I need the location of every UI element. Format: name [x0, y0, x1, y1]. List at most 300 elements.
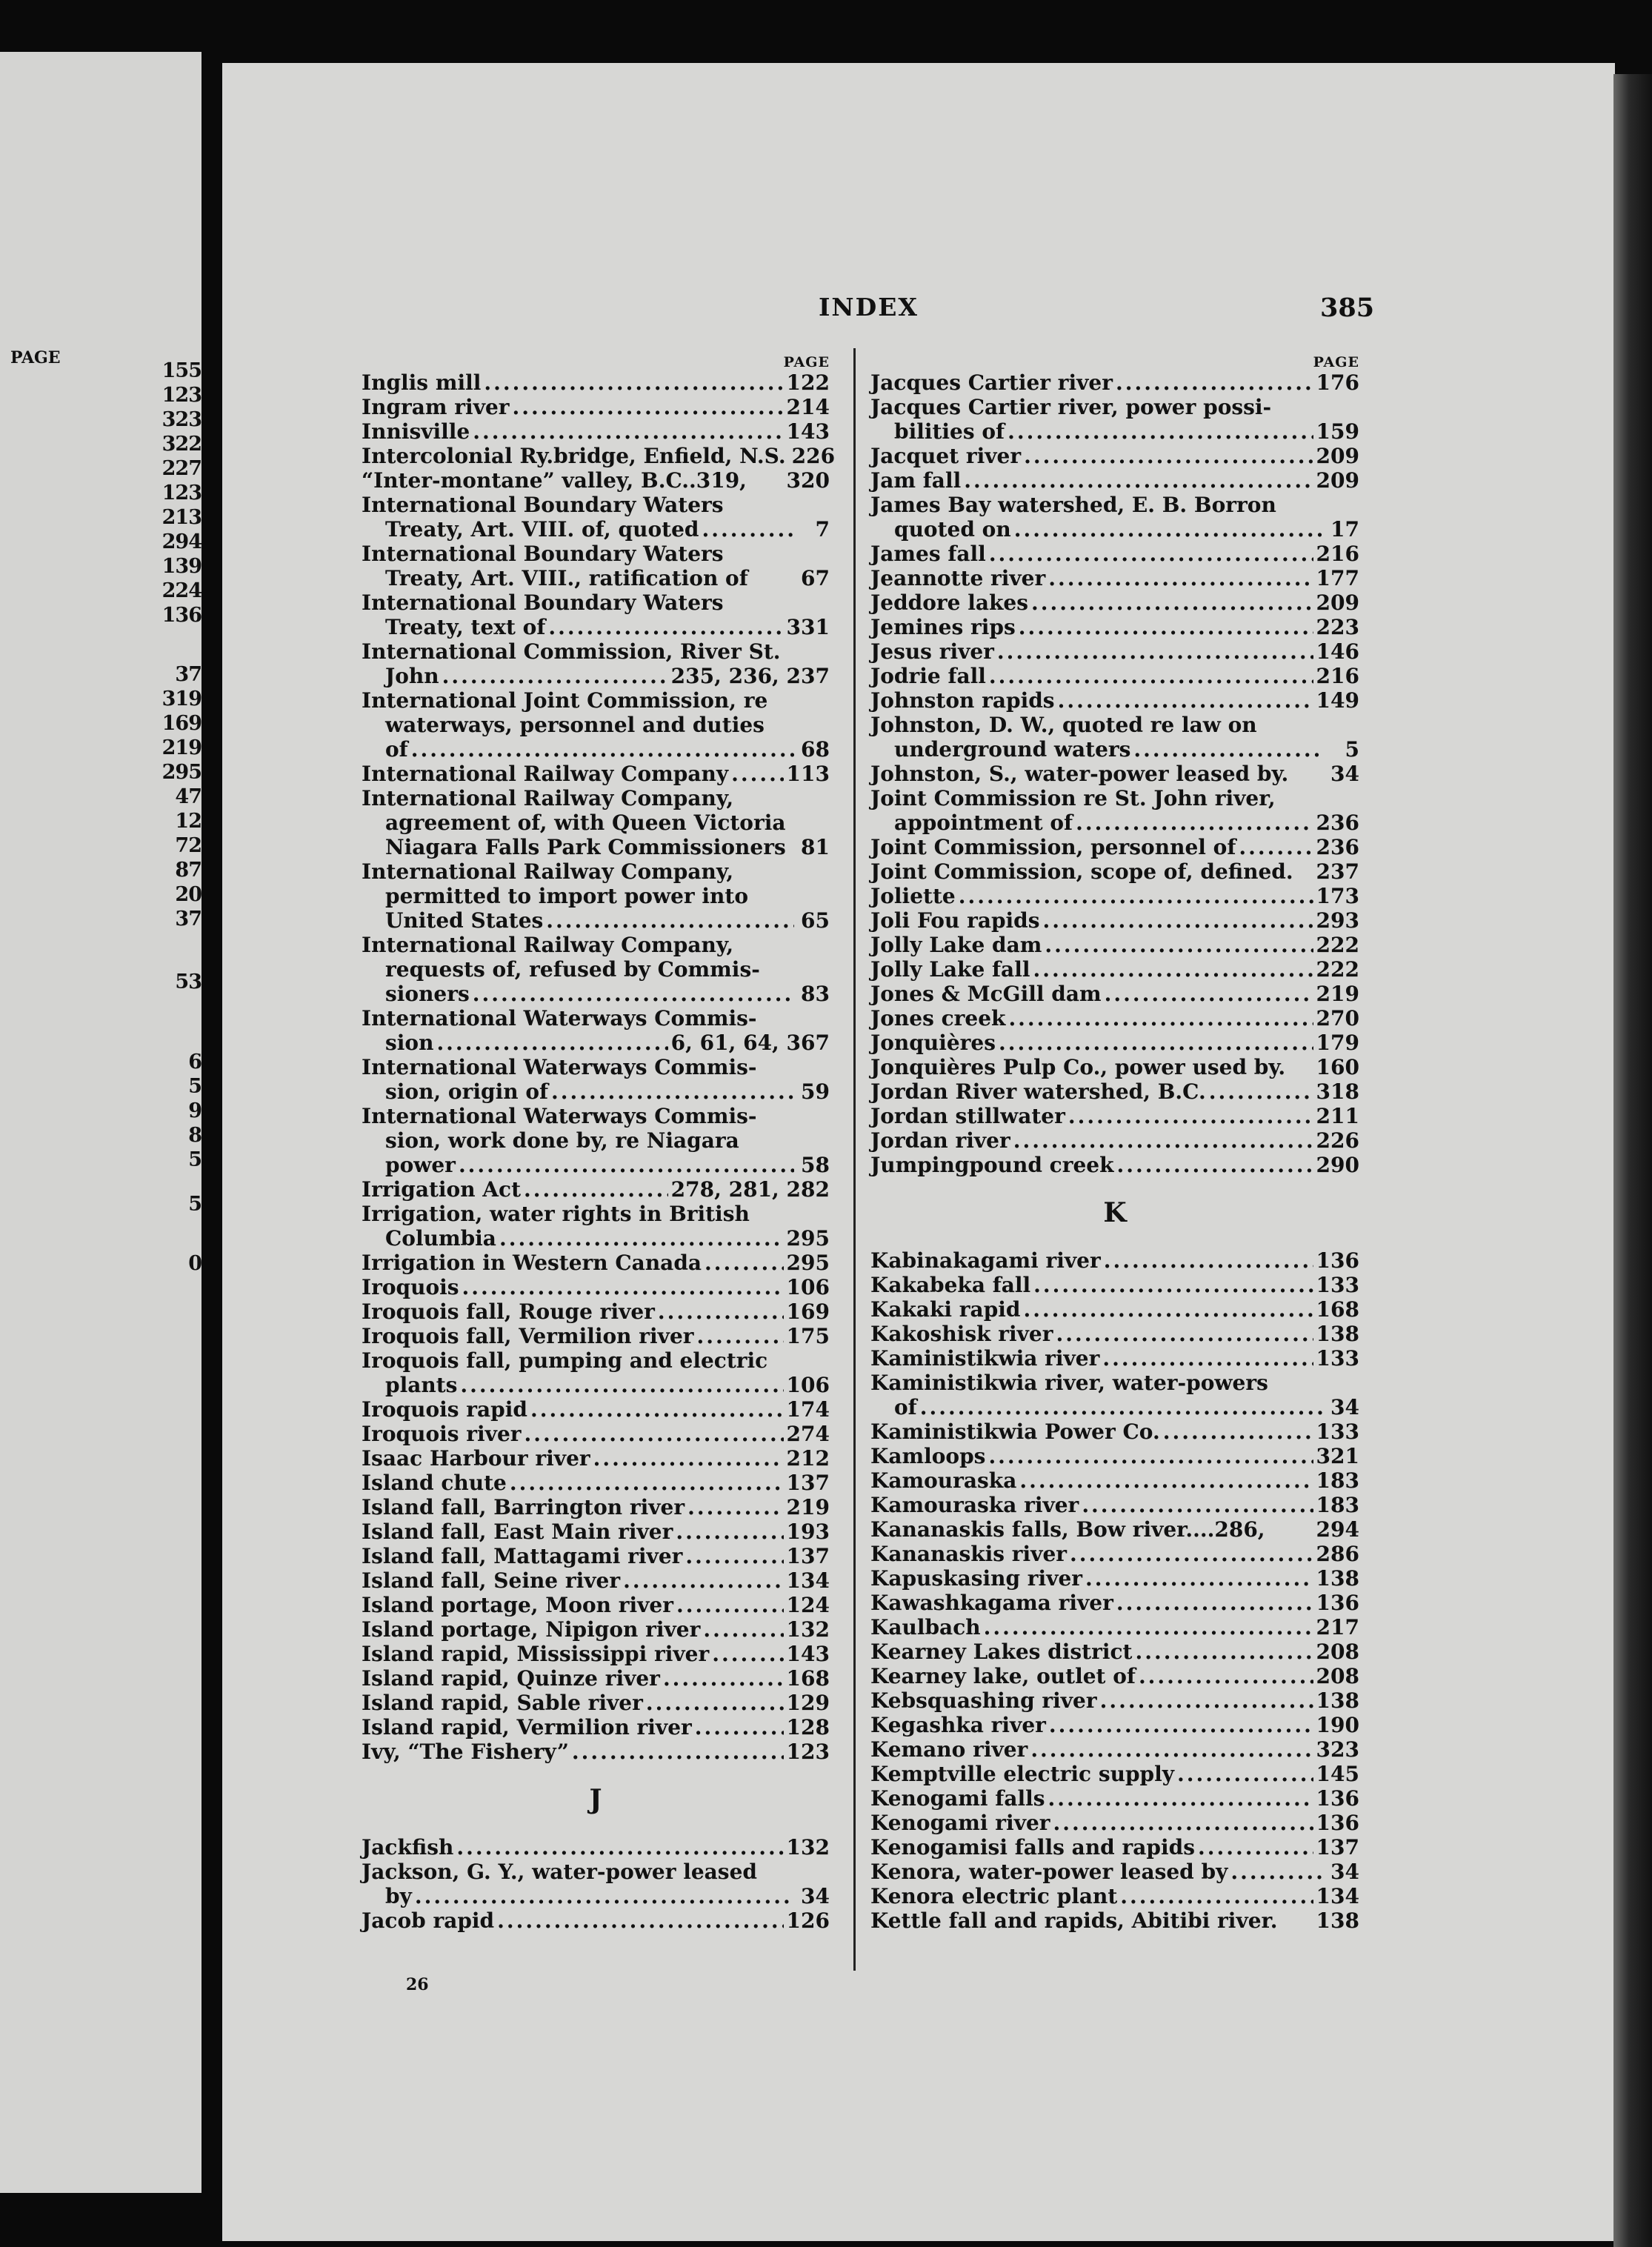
entry-page-ref: 138	[1316, 1322, 1359, 1346]
leader-dots	[687, 1495, 783, 1519]
entry-text: Johnston rapids	[870, 688, 1055, 713]
section-letter-k: K	[1103, 1197, 1127, 1228]
entry-text: of	[894, 1395, 917, 1419]
entry-text: International Railway Company,	[362, 933, 734, 957]
index-entry	[870, 982, 1359, 1006]
left-page-number: 20	[175, 883, 201, 906]
index-entry	[870, 444, 1359, 468]
entry-text: quoted on	[894, 517, 1011, 542]
entry-text: Kenogami river	[870, 1811, 1050, 1835]
leader-dots	[623, 1568, 783, 1593]
entry-text: Ivy, “The Fishery”	[362, 1740, 569, 1764]
entry-text: Joli Fou rapids	[870, 908, 1040, 933]
leader-dots	[1056, 1322, 1313, 1346]
entry-page-ref: 219	[786, 1495, 830, 1519]
index-entry	[870, 835, 1359, 859]
leader-dots	[462, 1275, 784, 1299]
entry-page-ref: 134	[786, 1568, 830, 1593]
entry-text: agreement of, with Queen Victoria	[385, 810, 786, 835]
index-entry	[870, 957, 1359, 982]
entry-page-ref: 226	[791, 444, 836, 468]
entry-text: power	[385, 1153, 456, 1177]
left-page-number: 224	[161, 579, 201, 602]
entry-page-ref: 226	[1316, 1128, 1359, 1153]
entry-page-ref: 17	[1330, 517, 1359, 542]
leader-dots	[1105, 982, 1313, 1006]
entry-text: by	[385, 1884, 412, 1908]
index-entry	[362, 590, 830, 615]
index-entry	[870, 542, 1359, 566]
left-page-number: 219	[161, 736, 201, 759]
entry-text: Innisville	[362, 419, 470, 444]
index-entry	[870, 1371, 1359, 1395]
entry-page-ref: 34	[801, 1884, 830, 1908]
left-page-number: 123	[161, 482, 201, 505]
entry-page-ref: 175	[786, 1324, 830, 1348]
leader-dots	[456, 1835, 783, 1860]
index-entry	[362, 859, 830, 884]
entry-page-ref: 222	[1316, 933, 1359, 957]
left-page-label: PAGE	[10, 348, 61, 367]
entry-page-ref: 143	[786, 419, 830, 444]
signature-mark: 26	[406, 1975, 429, 1994]
column-page-label: PAGE	[1313, 354, 1359, 370]
entry-text: Kenogami falls	[870, 1786, 1045, 1811]
leader-dots	[984, 1615, 1313, 1640]
leader-dots	[1043, 908, 1313, 933]
leader-dots	[551, 1079, 794, 1104]
entry-text: Jacob rapid	[362, 1908, 495, 1933]
entry-text: Jumpingpound creek	[870, 1153, 1114, 1177]
entry-page-ref: 183	[1316, 1493, 1359, 1517]
leader-dots	[1163, 1419, 1313, 1444]
leader-dots	[964, 468, 1313, 493]
entry-text: Joint Commission re St. John river,	[870, 786, 1276, 810]
leader-dots	[1198, 1835, 1313, 1860]
leader-dots	[1031, 590, 1313, 615]
entry-text: Irrigation in Western Canada	[362, 1251, 702, 1275]
index-entry	[362, 370, 830, 395]
index-entry	[870, 688, 1359, 713]
entry-text: Joint Commission, scope of, defined.	[870, 859, 1293, 884]
entry-text: International Commission, River St.	[362, 639, 781, 664]
entry-text: Irrigation, water rights in British	[362, 1202, 750, 1226]
index-entry	[362, 1666, 830, 1691]
index-entry	[362, 1617, 830, 1642]
leader-dots	[658, 1299, 784, 1324]
index-entry	[870, 1153, 1359, 1177]
leader-dots	[1024, 444, 1313, 468]
entry-text: Kemano river	[870, 1737, 1028, 1762]
entry-page-ref: 278, 281, 282	[670, 1177, 830, 1202]
entry-text: Kearney Lakes district	[870, 1640, 1133, 1664]
leader-dots	[1014, 517, 1324, 542]
index-entry	[870, 1468, 1359, 1493]
leader-dots	[1058, 688, 1313, 713]
entry-text: Jordan river	[870, 1128, 1010, 1153]
index-entry	[362, 688, 830, 713]
index-entry	[362, 1422, 830, 1446]
entry-page-ref: 113	[786, 762, 830, 786]
leader-dots	[1068, 1104, 1313, 1128]
entry-text: Island portage, Nipigon river	[362, 1617, 701, 1642]
leader-dots	[703, 1617, 783, 1642]
entry-page-ref: 133	[1316, 1346, 1359, 1371]
leader-dots	[988, 1444, 1313, 1468]
entry-text: Kamloops	[870, 1444, 986, 1468]
index-entry	[870, 1908, 1359, 1933]
leader-dots	[1019, 1468, 1313, 1493]
entry-page-ref: 136	[1316, 1786, 1359, 1811]
entry-page-ref: 294	[1316, 1517, 1359, 1542]
index-entry	[870, 1031, 1359, 1055]
entry-page-ref: 293	[1316, 908, 1359, 933]
index-entry	[870, 1688, 1359, 1713]
entry-text: Jordan stillwater	[870, 1104, 1065, 1128]
leader-dots	[1049, 1713, 1313, 1737]
entry-page-ref: 126	[786, 1908, 830, 1933]
left-page-number: 5	[188, 1148, 201, 1171]
entry-page-ref: 124	[786, 1593, 830, 1617]
entry-text: Island fall, Mattagami river	[362, 1544, 683, 1568]
index-entry	[362, 1642, 830, 1666]
index-entries-k	[870, 1248, 1359, 1933]
index-entry	[870, 1786, 1359, 1811]
leader-dots	[676, 1593, 784, 1617]
index-entry	[362, 1544, 830, 1568]
index-entry	[362, 1324, 830, 1348]
leader-dots	[1048, 566, 1313, 590]
entry-text: Jacques Cartier river, power possi-	[870, 395, 1272, 419]
leader-dots	[473, 982, 794, 1006]
entry-text: Kakaki rapid	[870, 1297, 1021, 1322]
leader-dots	[685, 1544, 783, 1568]
left-page-number: 12	[175, 810, 201, 833]
left-page-number: 295	[161, 761, 201, 784]
entry-text: Jordan River watershed, B.C.	[870, 1079, 1206, 1104]
entry-text: sioners	[385, 982, 470, 1006]
left-page-number: 37	[175, 663, 201, 686]
index-entry	[870, 639, 1359, 664]
leader-dots	[442, 664, 668, 688]
entry-page-ref: 274	[786, 1422, 830, 1446]
leader-dots	[1033, 957, 1313, 982]
index-entry	[362, 1079, 830, 1104]
leader-dots	[731, 762, 783, 786]
index-entry	[870, 737, 1359, 762]
entry-page-ref: 133	[1316, 1273, 1359, 1297]
leader-dots	[1082, 1493, 1313, 1517]
left-page-number: 319	[161, 688, 201, 710]
leader-dots	[712, 1642, 783, 1666]
entry-text: Iroquois fall, pumping and electric	[362, 1348, 768, 1373]
index-entry	[362, 786, 830, 810]
entry-page-ref: 132	[786, 1835, 830, 1860]
entry-text: Kaulbach	[870, 1615, 981, 1640]
index-entry	[870, 1542, 1359, 1566]
leader-dots	[1008, 1006, 1313, 1031]
entry-text: Jesus river	[870, 639, 994, 664]
entry-text: International Waterways Commis-	[362, 1055, 757, 1079]
entry-text: Iroquois river	[362, 1422, 522, 1446]
left-page-number: 139	[161, 555, 201, 578]
leader-dots	[546, 908, 794, 933]
index-entry	[870, 615, 1359, 639]
entry-page-ref: 169	[786, 1299, 830, 1324]
index-entry	[362, 1373, 830, 1397]
entry-page-ref: 137	[1316, 1835, 1359, 1860]
entry-page-ref: 34	[1330, 1860, 1359, 1884]
leader-dots	[663, 1666, 784, 1691]
entry-text: Iroquois rapid	[362, 1397, 527, 1422]
entry-text: Kegashka river	[870, 1713, 1046, 1737]
entry-page-ref: 214	[786, 395, 830, 419]
entry-page-ref: 59	[801, 1079, 830, 1104]
index-entry	[362, 1691, 830, 1715]
left-page-number: 5	[188, 1193, 201, 1216]
column-divider	[853, 348, 856, 1971]
entry-page-ref: 209	[1316, 444, 1359, 468]
entry-text: waterways, personnel and duties	[385, 713, 765, 737]
entry-text: Kakabeka fall	[870, 1273, 1031, 1297]
entry-text: Island fall, East Main river	[362, 1519, 673, 1544]
left-page-number: 72	[175, 834, 201, 857]
index-entry	[870, 933, 1359, 957]
leader-dots	[497, 1908, 783, 1933]
entry-page-ref: 138	[1316, 1566, 1359, 1591]
entry-text: International Boundary Waters	[362, 493, 724, 517]
index-entry	[362, 1908, 830, 1933]
leader-dots	[695, 1715, 784, 1740]
entry-page-ref: 179	[1316, 1031, 1359, 1055]
index-entry	[362, 1715, 830, 1740]
leader-dots	[513, 395, 784, 419]
index-entry	[870, 1762, 1359, 1786]
entry-text: Jodrie fall	[870, 664, 986, 688]
index-entry	[870, 1615, 1359, 1640]
entry-text: Ingram river	[362, 395, 510, 419]
left-page-number: 9	[188, 1099, 201, 1122]
index-entry	[870, 1884, 1359, 1908]
index-entry	[362, 1299, 830, 1324]
index-entry	[362, 957, 830, 982]
leader-dots	[999, 1031, 1313, 1055]
index-entries-j	[362, 1835, 830, 1933]
index-entry	[362, 419, 830, 444]
index-entry	[870, 1860, 1359, 1884]
leader-dots	[415, 1884, 794, 1908]
leader-dots	[1048, 1786, 1313, 1811]
leader-dots	[460, 1373, 783, 1397]
entry-text: International Railway Company,	[362, 859, 734, 884]
entry-text: Kaministikwia river, water-powers	[870, 1371, 1268, 1395]
entry-page-ref: 7	[815, 517, 830, 542]
entry-page-ref: 318	[1316, 1079, 1359, 1104]
entry-text: sion	[385, 1031, 434, 1055]
index-column-left	[362, 354, 836, 1933]
left-page-number: 87	[175, 859, 201, 882]
index-entry	[362, 395, 830, 419]
entry-text: International Joint Commission, re	[362, 688, 768, 713]
entry-text: of	[385, 737, 408, 762]
entry-page-ref: 176	[1316, 370, 1359, 395]
entry-page-ref: 295	[786, 1251, 830, 1275]
entry-text: International Waterways Commis-	[362, 1104, 757, 1128]
leader-dots	[920, 1395, 1324, 1419]
entry-page-ref: 65	[801, 908, 830, 933]
entry-page-ref: 236	[1316, 835, 1359, 859]
entry-page-ref: 145	[1316, 1762, 1359, 1786]
entry-text: Island rapid, Vermilion river	[362, 1715, 692, 1740]
entry-page-ref: 320	[786, 468, 830, 493]
entry-page-ref: 106	[786, 1373, 830, 1397]
entry-page-ref: 208	[1316, 1664, 1359, 1688]
index-entry	[362, 1593, 830, 1617]
entry-text: Kananaskis river	[870, 1542, 1068, 1566]
entry-page-ref: 216	[1316, 542, 1359, 566]
index-entries-right	[870, 370, 1359, 1177]
index-entry	[870, 1517, 1359, 1542]
leader-dots	[1116, 1591, 1313, 1615]
entry-text: Island rapid, Quinze river	[362, 1666, 660, 1691]
entry-text: James Bay watershed, E. B. Borron	[870, 493, 1276, 517]
index-entry	[362, 664, 830, 688]
leader-dots	[411, 737, 794, 762]
entry-text: requests of, refused by Commis-	[385, 957, 760, 982]
index-entry	[870, 1835, 1359, 1860]
index-entry	[870, 566, 1359, 590]
entry-page-ref: 168	[1316, 1297, 1359, 1322]
entry-text: Columbia	[385, 1226, 496, 1251]
entry-page-ref: 216	[1316, 664, 1359, 688]
index-entry	[362, 566, 830, 590]
leader-dots	[1102, 1346, 1313, 1371]
index-entries-left	[362, 370, 836, 1764]
entry-text: International Railway Company	[362, 762, 729, 786]
leader-dots	[1209, 1079, 1313, 1104]
entry-page-ref: 212	[786, 1446, 830, 1471]
entry-page-ref: 286	[1316, 1542, 1359, 1566]
index-entry	[362, 1055, 830, 1079]
entry-text: Jonquières	[870, 1031, 996, 1055]
leader-dots	[459, 1153, 794, 1177]
entry-text: Jolly Lake dam	[870, 933, 1042, 957]
index-entry	[870, 786, 1359, 810]
left-page-number: 37	[175, 908, 201, 931]
left-page-number: 155	[161, 359, 201, 382]
index-entry	[870, 1128, 1359, 1153]
entry-text: Kenora, water-power leased by	[870, 1860, 1228, 1884]
entry-text: Kabinakagami river	[870, 1248, 1101, 1273]
left-page-fragment	[0, 52, 201, 2193]
index-entry	[362, 713, 830, 737]
entry-text: Kakoshisk river	[870, 1322, 1053, 1346]
entry-page-ref: 122	[786, 370, 830, 395]
index-entry	[362, 762, 830, 786]
leader-dots	[1019, 615, 1313, 639]
entry-text: “Inter-montane” valley, B.C..319,	[362, 468, 747, 493]
entry-text: James fall	[870, 542, 986, 566]
entry-page-ref: 146	[1316, 639, 1359, 664]
entry-text: International Waterways Commis-	[362, 1006, 757, 1031]
entry-text: Kenora electric plant	[870, 1884, 1118, 1908]
index-entry	[870, 884, 1359, 908]
index-entry	[362, 1031, 830, 1055]
entry-text: Jonquières Pulp Co., power used by.	[870, 1055, 1286, 1079]
index-entry	[870, 1346, 1359, 1371]
index-entry	[870, 1640, 1359, 1664]
leader-dots	[676, 1519, 783, 1544]
index-entry	[362, 1275, 830, 1299]
entry-page-ref: 149	[1316, 688, 1359, 713]
entry-text: Kearney lake, outlet of	[870, 1664, 1136, 1688]
left-page-number: 169	[161, 712, 201, 735]
entry-page-ref: 190	[1316, 1713, 1359, 1737]
leader-dots	[1076, 810, 1313, 835]
leader-dots	[702, 517, 795, 542]
entry-page-ref: 168	[786, 1666, 830, 1691]
entry-text: Jackson, G. Y., water-power leased	[362, 1860, 757, 1884]
entry-text: Island fall, Seine river	[362, 1568, 621, 1593]
entry-page-ref: 295	[786, 1226, 830, 1251]
entry-page-ref: 236	[1316, 810, 1359, 835]
entry-text: Kapuskasing river	[870, 1566, 1083, 1591]
left-page-number: 322	[161, 433, 201, 456]
leader-dots	[1120, 1884, 1313, 1908]
entry-page-ref: 68	[801, 737, 830, 762]
index-entry	[362, 933, 830, 957]
leader-dots	[1139, 1664, 1313, 1688]
entry-page-ref: 136	[1316, 1811, 1359, 1835]
entry-text: Johnston, S., water-power leased by.	[870, 762, 1289, 786]
index-entry	[870, 1006, 1359, 1031]
leader-dots	[1177, 1762, 1313, 1786]
entry-text: Kemptville electric supply	[870, 1762, 1175, 1786]
entry-text: Intercolonial Ry.bridge, Enfield, N.S.	[362, 444, 786, 468]
left-page-number: 294	[161, 530, 201, 553]
entry-page-ref: 106	[786, 1275, 830, 1299]
leader-dots	[989, 664, 1313, 688]
index-entry	[362, 1202, 830, 1226]
entry-page-ref: 208	[1316, 1640, 1359, 1664]
index-entry	[362, 1006, 830, 1031]
left-page-number: 123	[161, 384, 201, 407]
entry-page-ref: 223	[1316, 615, 1359, 639]
index-entry	[870, 1273, 1359, 1297]
index-entry	[870, 1811, 1359, 1835]
left-page-number: 0	[188, 1252, 201, 1275]
index-entry	[870, 1566, 1359, 1591]
left-page-number: 6	[188, 1051, 201, 1073]
index-entry	[870, 713, 1359, 737]
index-entry	[870, 1591, 1359, 1615]
page-title: INDEX	[819, 293, 919, 322]
left-page-number: 8	[188, 1124, 201, 1147]
index-entry	[362, 1177, 830, 1202]
entry-text: International Boundary Waters	[362, 590, 724, 615]
entry-text: Niagara Falls Park Commissioners	[385, 835, 786, 859]
leader-dots	[1116, 370, 1313, 395]
leader-dots	[484, 370, 783, 395]
entry-page-ref: 222	[1316, 957, 1359, 982]
index-entry	[870, 1104, 1359, 1128]
leader-dots	[1024, 1297, 1313, 1322]
index-entry	[870, 1297, 1359, 1322]
entry-text: Isaac Harbour river	[362, 1446, 590, 1471]
leader-dots	[510, 1471, 784, 1495]
index-entry	[870, 1444, 1359, 1468]
entry-page-ref: 159	[1316, 419, 1359, 444]
